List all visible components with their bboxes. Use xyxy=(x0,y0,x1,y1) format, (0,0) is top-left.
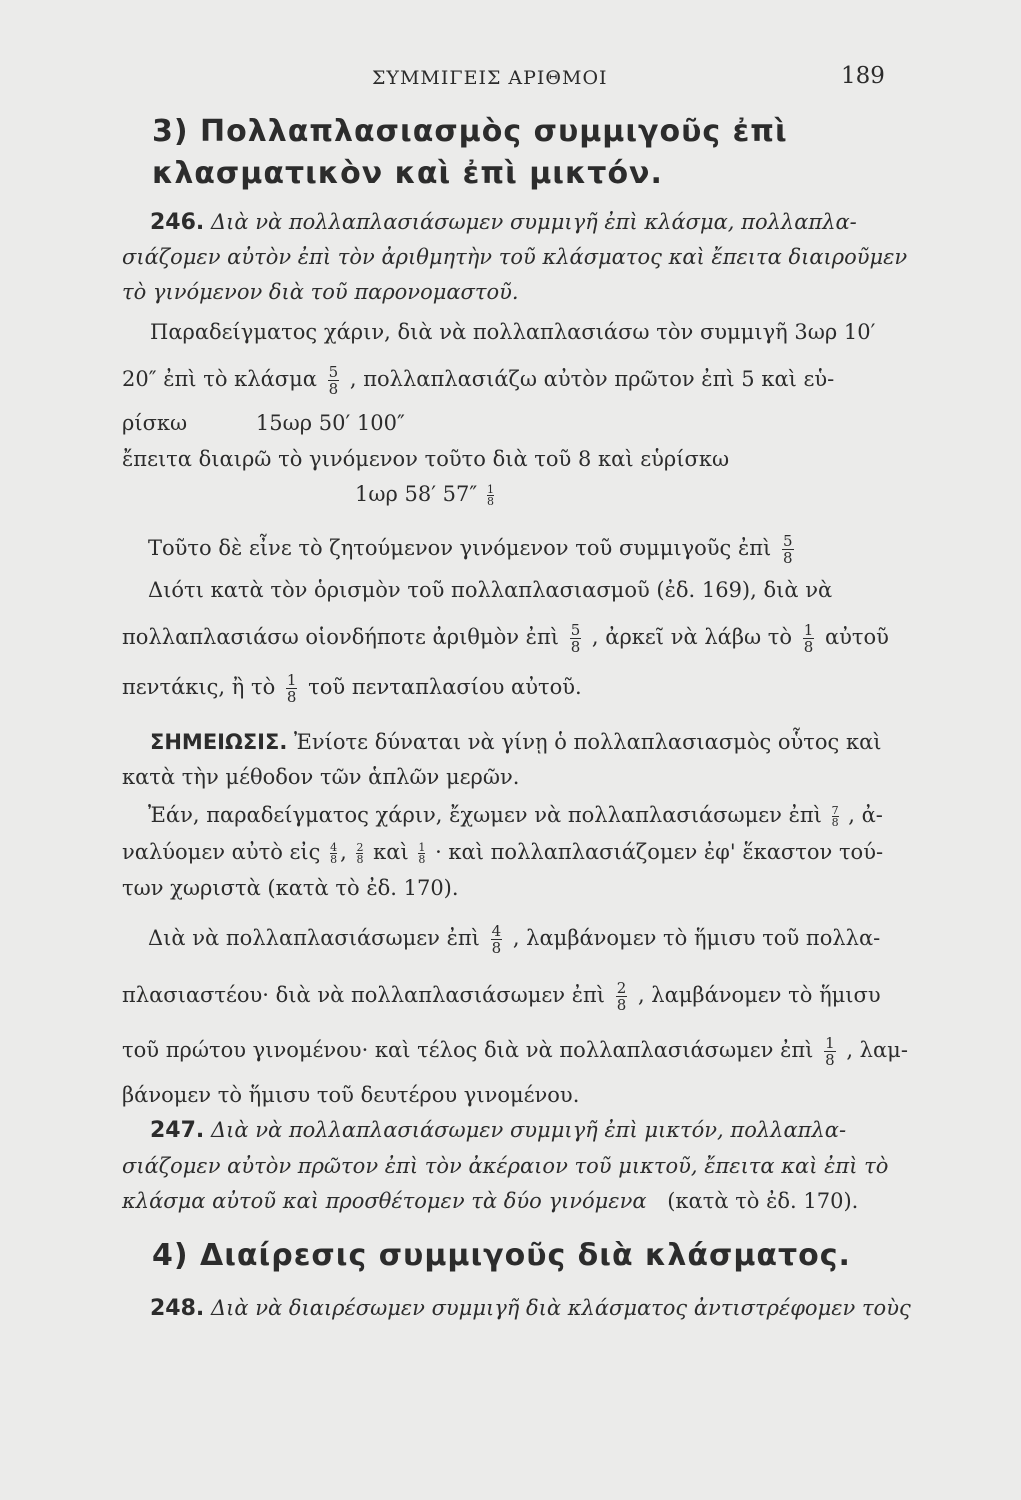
paragraph-247-line-1 xyxy=(150,1118,846,1143)
note-text: Διὰ νὰ πολλαπλασιάσωμεν ἐπὶ xyxy=(148,926,480,950)
example-text: πολλαπλασιάσω οἱονδήποτε ἀριθμὸν ἐπὶ xyxy=(122,625,559,649)
example-text: , ἀρκεῖ νὰ λάβω τὸ xyxy=(591,625,793,649)
example-text: πεντάκις, ἢ τὸ xyxy=(122,675,276,699)
running-title: ΣΥΜΜΙΓΕΙΣ ΑΡΙΘΜΟΙ xyxy=(372,67,608,89)
note-text: , λαμβάνομεν τὸ ἥμισυ τοῦ πολλα- xyxy=(512,926,881,950)
example-line-1: Παραδείγματος χάριν, διὰ νὰ πολλαπλασιάσω τὸν συμμιγῆ 3ωρ 10′ xyxy=(150,320,876,344)
section-3-title-line-2: κλασματικὸν καὶ ἐπὶ μικτόν. xyxy=(152,156,663,191)
intermediate-product: 15ωρ 50′ 100″ xyxy=(255,411,405,435)
example-text: αὐτοῦ xyxy=(824,625,889,649)
page-number: 189 xyxy=(841,63,885,89)
note-label: ΣΗΜΕΙΩΣΙΣ. xyxy=(150,730,288,754)
note-text: ναλύομεν αὐτὸ εἰς xyxy=(122,840,321,864)
fraction-7-8: $\frac{7}{8}$ xyxy=(831,804,839,829)
paragraph-247-line-3 xyxy=(122,1189,858,1213)
note-text: , λαμ- xyxy=(846,1038,908,1062)
example-line-6 xyxy=(148,533,798,566)
note-text: Ἐνίοτε δύναται νὰ γίνῃ ὁ πολλαπλασιασμὸς οὗτος καὶ xyxy=(294,730,882,754)
note-text: τοῦ πρώτου γινομένου· καὶ τέλος διὰ νὰ πολλαπλασιάσωμεν ἐπὶ xyxy=(122,1038,814,1062)
paragraph-text: Διὰ νὰ πολλαπλασιάσωμεν συμμιγῆ ἐπὶ κλάσμα, πολλαπλα- xyxy=(210,210,857,234)
fraction-5-8: $\frac{5}{8}$ xyxy=(782,532,793,567)
note-line-1 xyxy=(150,730,882,754)
paragraph-text: (κατὰ τὸ ἐδ. 170). xyxy=(667,1189,859,1213)
fraction-5-8: $\frac{5}{8}$ xyxy=(570,621,581,656)
note-line-4: ναλύομεν αὐτὸ εἰς $\frac{4}{8}$ , $\frac{2}{8}$ καὶ $\frac{1}{8}$ · καὶ πολλαπλασιάζομεν ἐφ' ἕκαστον τού- xyxy=(122,840,884,866)
note-line-3 xyxy=(148,803,883,828)
section-3-title-line-1: 3) Πολλαπλασιασμὸς συμμιγοῦς ἐπὶ xyxy=(152,114,788,149)
example-text: 20″ ἐπὶ τὸ κλάσμα xyxy=(122,367,317,391)
paragraph-248-line-1 xyxy=(150,1296,911,1321)
note-text: , λαμβάνομεν τὸ ἥμισυ xyxy=(637,983,881,1007)
example-line-7: Διότι κατὰ τὸν ὁρισμὸν τοῦ πολλαπλασιασμοῦ (ἐδ. 169), διὰ νὰ xyxy=(148,578,833,602)
section-4-title: 4) Διαίρεσις συμμιγοῦς διὰ κλάσματος. xyxy=(152,1238,851,1273)
fraction-1-8: $\frac{1}{8}$ xyxy=(486,483,494,508)
fraction-2-8: $\frac{2}{8}$ xyxy=(616,979,627,1014)
paragraph-number: 248. xyxy=(150,1296,205,1321)
paragraph-number: 247. xyxy=(150,1118,205,1143)
example-text: τοῦ πενταπλασίου αὐτοῦ. xyxy=(308,675,582,699)
note-text: · καὶ πολλαπλασιάζομεν ἐφ' ἕκαστον τού- xyxy=(435,840,884,864)
paragraph-247-line-2: σιάζομεν αὐτὸν πρῶτον ἐπὶ τὸν ἀκέραιον τοῦ μικτοῦ, ἔπειτα καὶ ἐπὶ τὸ xyxy=(122,1154,889,1178)
example-line-3 xyxy=(122,411,405,435)
example-text: , πολλαπλασιάζω αὐτὸν πρῶτον ἐπὶ 5 καὶ εὑ- xyxy=(349,367,835,391)
note-line-2: κατὰ τὴν μέθοδον τῶν ἁπλῶν μερῶν. xyxy=(122,765,520,789)
example-line-5 xyxy=(355,482,497,507)
fraction-1-8: $\frac{1}{8}$ xyxy=(825,1034,835,1069)
paragraph-246-line-1 xyxy=(150,210,857,235)
fraction-5-8: $\frac{5}{8}$ xyxy=(328,363,339,398)
paragraph-text: κλάσμα αὐτοῦ καὶ προσθέτομεν τὰ δύο γινόμενα xyxy=(122,1189,647,1213)
note-text: καὶ xyxy=(373,840,409,864)
note-text: πλασιαστέου· διὰ νὰ πολλαπλασιάσωμεν ἐπὶ xyxy=(122,983,606,1007)
note-line-9: βάνομεν τὸ ἥμισυ τοῦ δευτέρου γινομένου. xyxy=(122,1083,580,1107)
note-text: , ἀ- xyxy=(848,803,883,827)
example-text: Τοῦτο δὲ εἶνε τὸ ζητούμενον γινόμενον τοῦ συμμιγοῦς ἐπὶ xyxy=(148,536,772,560)
note-line-6 xyxy=(148,923,880,956)
fraction-1-8: $\frac{1}{8}$ xyxy=(286,671,297,706)
paragraph-text: Διὰ νὰ πολλαπλασιάσωμεν συμμιγῆ ἐπὶ μικτόν, πολλαπλα- xyxy=(210,1118,847,1142)
example-line-9 xyxy=(122,672,582,705)
paragraph-246-line-2: σιάζομεν αὐτὸν ἐπὶ τὸν ἀριθμητὴν τοῦ κλάσματος καὶ ἔπειτα διαιροῦμεν xyxy=(122,245,908,269)
example-line-4: ἔπειτα διαιρῶ τὸ γινόμενον τοῦτο διὰ τοῦ 8 καὶ εὑρίσκω xyxy=(122,447,730,471)
fraction-1-8: $\frac{1}{8}$ xyxy=(803,621,814,656)
paragraph-246-line-3: τὸ γινόμενον διὰ τοῦ παρονομαστοῦ. xyxy=(122,280,519,304)
example-line-2 xyxy=(122,364,834,397)
note-text: Ἐάν, παραδείγματος χάριν, ἔχωμεν νὰ πολλαπλασιάσωμεν ἐπὶ xyxy=(148,803,822,827)
note-line-8 xyxy=(122,1035,908,1068)
note-line-5: των χωριστὰ (κατὰ τὸ ἐδ. 170). xyxy=(122,876,459,900)
example-text: ρίσκω xyxy=(122,411,188,435)
fraction-2-8: $\frac{2}{8}$ xyxy=(356,841,364,866)
note-line-7 xyxy=(122,980,881,1013)
fraction-4-8: $\frac{4}{8}$ xyxy=(330,841,338,866)
paragraph-number: 246. xyxy=(150,210,205,235)
example-line-8 xyxy=(122,622,889,655)
paragraph-text: Διὰ νὰ διαιρέσωμεν συμμιγῆ διὰ κλάσματος ἀντιστρέφομεν τοὺς xyxy=(210,1296,911,1320)
final-product: 1ωρ 58′ 57″ xyxy=(355,482,478,506)
fraction-1-8: $\frac{1}{8}$ xyxy=(418,841,426,866)
fraction-4-8: $\frac{4}{8}$ xyxy=(491,922,502,957)
